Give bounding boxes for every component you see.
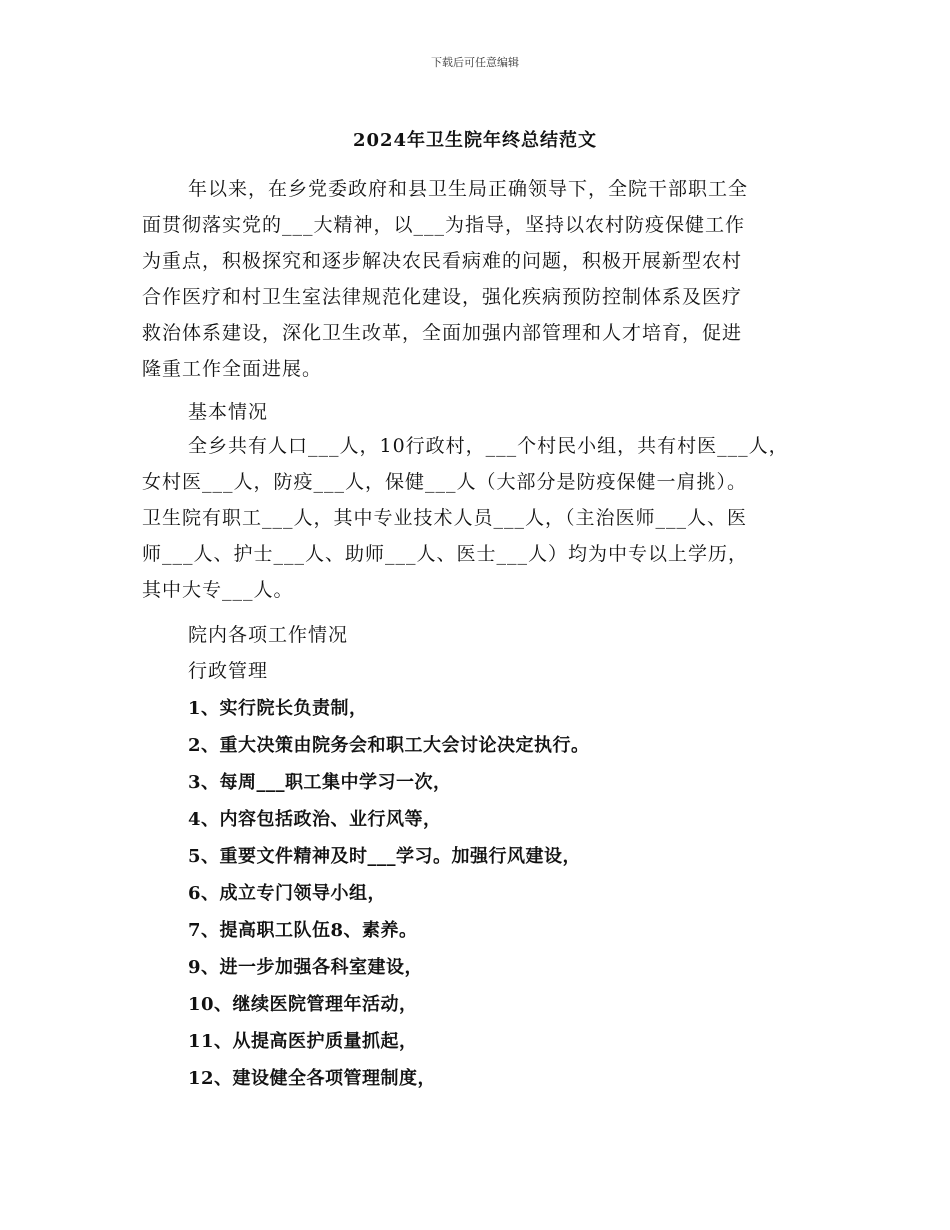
basic-line: 其中大专___人。 [142, 579, 294, 601]
section-heading-work: 院内各项工作情况 [188, 624, 349, 646]
list-item: 5、重要文件精神及时___学习。加强行风建设， [188, 846, 582, 867]
list-item: 12、建设健全各项管理制度， [188, 1068, 437, 1089]
basic-paragraph [142, 428, 822, 608]
header-note: 下载后可任意编辑 [431, 56, 519, 69]
intro-line: 合作医疗和村卫生室法律规范化建设，强化疾病预防控制体系及医疗 [142, 286, 743, 308]
list-item: 6、成立专门领导小组， [188, 883, 387, 904]
intro-line: 年以来，在乡党委政府和县卫生局正确领导下，全院干部职工全 [188, 178, 749, 200]
list-item: 1、实行院长负责制， [188, 698, 368, 719]
document-title: 2024年卫生院年终总结范文 [352, 130, 598, 151]
section-heading-basic: 基本情况 [188, 401, 269, 423]
list-item: 10、继续医院管理年活动， [188, 994, 418, 1015]
list-item: 7、提高职工队伍8、素养。 [188, 920, 418, 941]
list-item: 2、重大决策由院务会和职工大会讨论决定执行。 [188, 735, 590, 756]
intro-paragraph [142, 171, 822, 387]
basic-line: 全乡共有人口___人，10行政村，___个村民小组，共有村医___人， [188, 435, 789, 457]
basic-line: 女村医___人，防疫___人，保健___人（大部分是防疫保健一肩挑）。 [142, 471, 748, 493]
intro-line: 救治体系建设，深化卫生改革，全面加强内部管理和人才培育，促进 [142, 322, 743, 344]
list-item: 11、从提高医护质量抓起， [188, 1031, 418, 1052]
intro-line: 面贯彻落实党的___大精神，以___为指导，坚持以农村防疫保健工作 [142, 214, 746, 236]
intro-line: 为重点，积极探究和逐步解决农民看病难的问题，积极开展新型农村 [142, 250, 743, 272]
list-item: 9、进一步加强各科室建设， [188, 957, 424, 978]
list-item: 4、内容包括政治、业行风等， [188, 809, 442, 830]
basic-line: 卫生院有职工___人，其中专业技术人员___人，（主治医师___人、医 [142, 507, 748, 529]
list-item: 3、每周___职工集中学习一次， [188, 772, 452, 793]
section-heading-admin: 行政管理 [188, 660, 269, 682]
intro-line: 隆重工作全面进展。 [142, 358, 323, 380]
basic-line: 师___人、护士___人、助师___人、医士___人）均为中专以上学历， [142, 543, 749, 565]
